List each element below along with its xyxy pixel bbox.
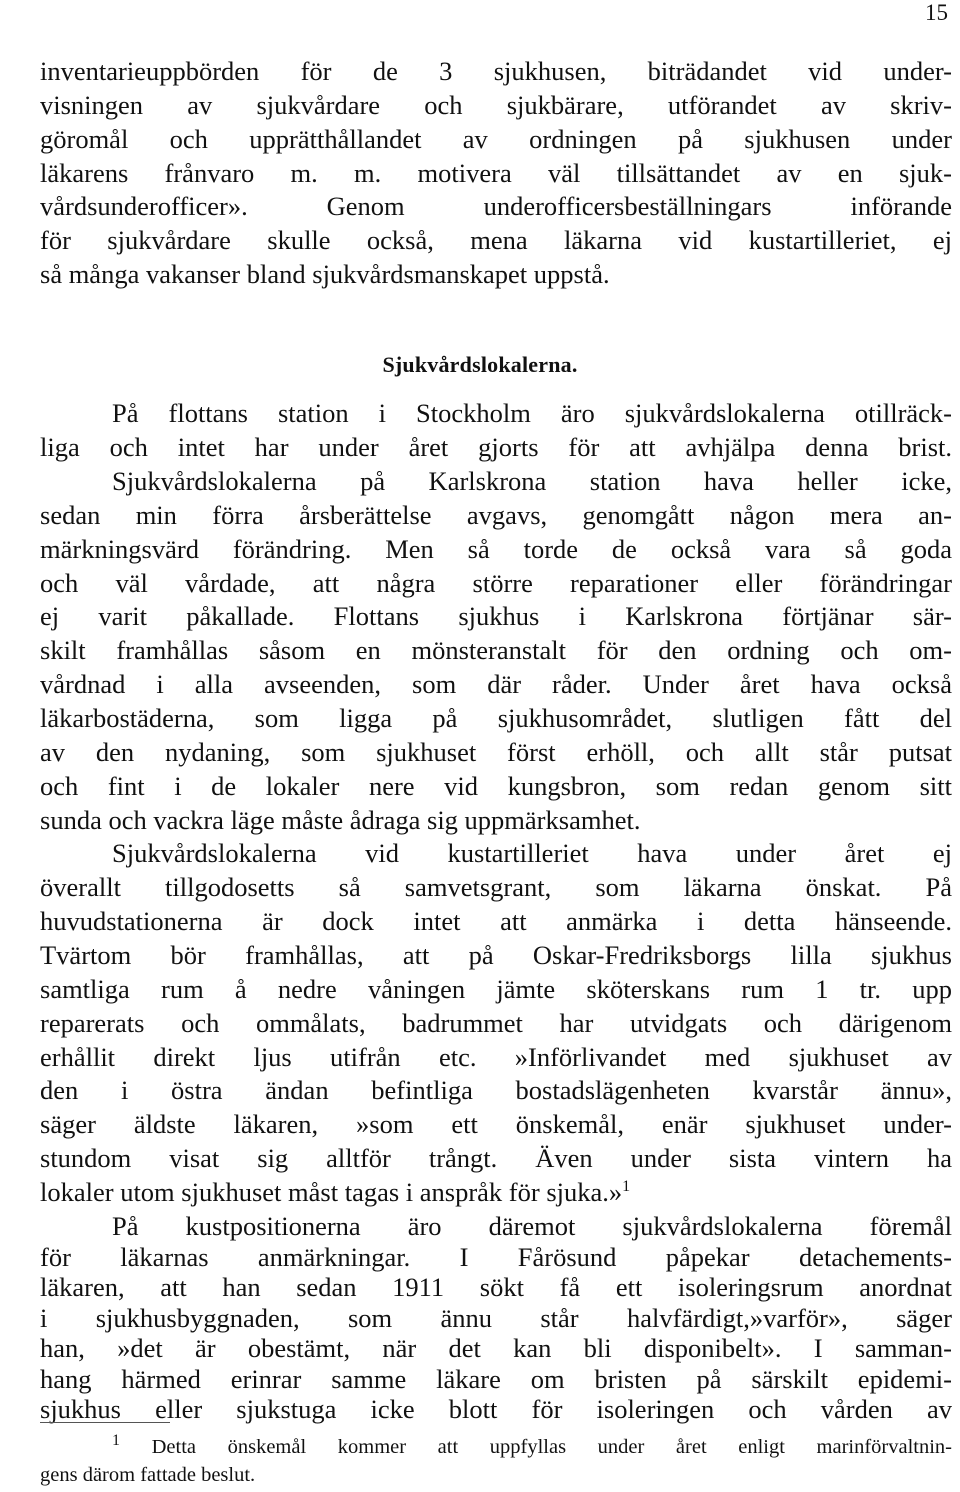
text-line: och väl vårdade, att några större reparationer eller förändringar	[40, 568, 952, 598]
text-line: läkaren, att han sedan 1911 sökt få ett isoleringsrum anordnat	[40, 1272, 952, 1302]
text-line: Tvärtom bör framhållas, att på Oskar-Fredriksborgs lilla sjukhus	[40, 940, 952, 970]
text-line: På kustpositionerna äro däremot sjukvårdslokalerna föremål	[112, 1211, 952, 1241]
footnote-number: 1	[112, 1432, 120, 1450]
footnote-line	[112, 1434, 952, 1460]
text-line: så många vakanser bland sjukvårdsmanskapet uppstå.	[40, 259, 610, 289]
text-line: den i östra ändan befintliga bostadslägenheten kvarstår ännu»,	[40, 1075, 952, 1105]
text-line: samtliga rum å nedre våningen jämte sköterskans rum 1 tr. upp	[40, 974, 952, 1004]
text-line: stundom visat sig alltför trångt. Även under sista vintern ha	[40, 1143, 952, 1173]
text-line	[40, 1175, 952, 1209]
text-line: göromål och upprätthållandet av ordningen på sjukhusen under	[40, 124, 952, 154]
text-line: ej varit påkallade. Flottans sjukhus i Karlskrona förtjänar sär-	[40, 601, 952, 631]
text-line: reparerats och ommålats, badrummet har utvidgats och därigenom	[40, 1008, 952, 1038]
text-line: hang härmed erinrar samme läkare om bristen på särskilt epidemi-	[40, 1363, 952, 1394]
text-line: sjukhus eller sjukstuga icke blott för isoleringen och vården av	[40, 1394, 952, 1424]
text-line: erhållit direkt ljus utifrån etc. »Införlivandet med sjukhuset av	[40, 1042, 952, 1072]
text-line: för läkarnas anmärkningar. I Fårösund påpekar detachements-	[40, 1241, 952, 1272]
text-line: inventarieuppbörden för de 3 sjukhusen, biträdandet vid under-	[40, 56, 952, 86]
text-line: för sjukvårdare skulle också, mena läkarna vid kustartilleriet, ej	[40, 225, 952, 255]
text-line: skilt framhållas såsom en mönsteranstalt för den ordning och om-	[40, 635, 952, 665]
text-line: Sjukvårdslokalerna vid kustartilleriet hava under året ej	[112, 838, 952, 868]
text-line: märkningsvärd förändring. Men så torde de också vara så goda	[40, 534, 952, 564]
page-number: 15	[925, 0, 948, 25]
footnote-divider	[40, 1422, 170, 1423]
section-heading: Sjukvårdslokalerna.	[382, 352, 578, 377]
text-line: och fint i de lokaler nere vid kungsbron, som redan genom sitt	[40, 771, 952, 801]
text-span: lokaler utom sjukhuset måst tagas i anspråk för sjuka.»	[40, 1177, 623, 1207]
text-line: huvudstationerna är dock intet att anmärka i detta hänseende.	[40, 906, 952, 936]
footnote-text: Detta önskemål kommer att uppfyllas under året enligt marinförvaltnin-	[151, 1436, 953, 1458]
text-line: Sjukvårdslokalerna på Karlskrona station hava heller icke,	[112, 466, 952, 496]
footnote-marker: 1	[622, 1178, 631, 1196]
text-line: sunda och vackra läge måste ådraga sig uppmärksamhet.	[40, 805, 641, 835]
text-line: av den nydaning, som sjukhuset först erhöll, och allt står putsat	[40, 737, 952, 767]
text-line: vårdnad i alla avseenden, som där råder. Under året hava också	[40, 669, 952, 699]
text-line: i sjukhusbyggnaden, som ännu står halvfärdigt,»varför», säger	[40, 1302, 952, 1333]
text-line: På flottans station i Stockholm äro sjukvårdslokalerna otillräck-	[112, 398, 952, 428]
text-line: liga och intet har under året gjorts för att avhjälpa denna brist.	[40, 432, 952, 462]
footnote-line: gens därom fattade beslut.	[40, 1464, 256, 1486]
text-line: sedan min förra årsberättelse avgavs, genomgått någon mera an-	[40, 500, 952, 530]
text-line: han, »det är obestämt, när det kan bli disponibelt». I samman-	[40, 1333, 952, 1363]
text-line: överallt tillgodosetts så samvetsgrant, som läkarna önskat. På	[40, 872, 952, 902]
text-line: läkarens frånvaro m. m. motivera väl tillsättandet av en sjuk-	[40, 158, 952, 188]
text-line: vårdsunderofficer». Genom underofficersbeställningars införande	[40, 191, 952, 221]
text-line: säger äldste läkaren, »som ett önskemål, enär sjukhuset under-	[40, 1109, 952, 1139]
text-line: läkarbostäderna, som ligga på sjukhusområdet, slutligen fått del	[40, 703, 952, 733]
text-line: visningen av sjukvårdare och sjukbärare, utförandet av skriv-	[40, 90, 952, 120]
